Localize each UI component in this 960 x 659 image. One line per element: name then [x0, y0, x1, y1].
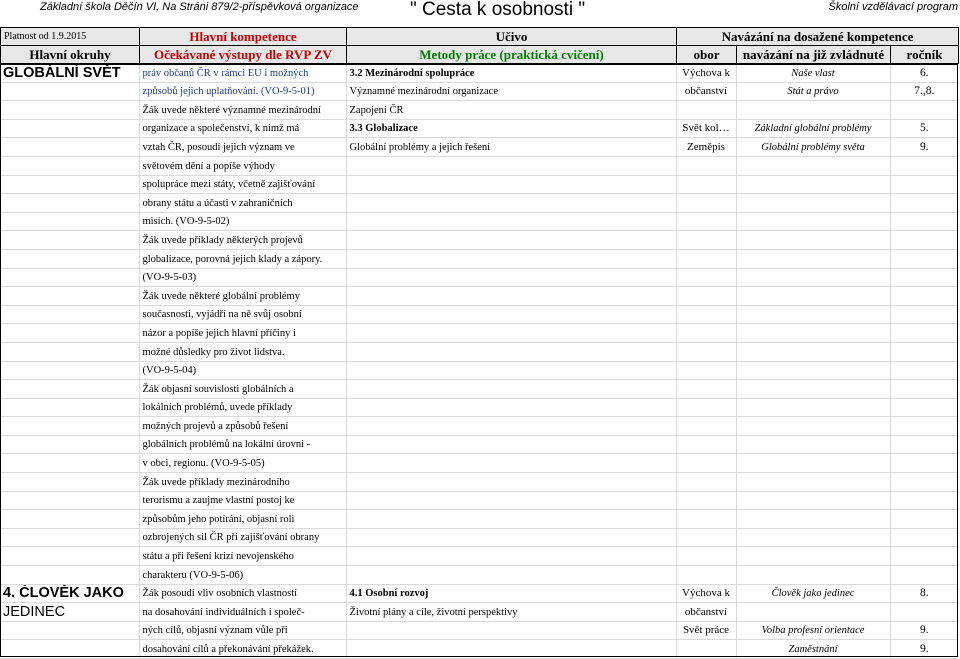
main-area-cell [0, 305, 139, 324]
field-cell [676, 231, 736, 250]
field-cell [676, 547, 736, 566]
expected-output-cell: názor a popíše jejich hlavní příčiny i [139, 324, 346, 343]
method-cell [346, 212, 676, 231]
main-area-cell [0, 156, 139, 175]
method-cell [346, 156, 676, 175]
main-area-cell [0, 361, 139, 380]
table-row [0, 342, 958, 361]
table-row [0, 603, 958, 622]
link-mastered-cell [736, 287, 890, 306]
program-name: Školní vzdělávací program [828, 1, 958, 13]
grade-cell [890, 342, 958, 361]
field-cell: Výchova k [676, 64, 736, 82]
grade-cell: 6. [890, 64, 958, 82]
method-cell [346, 621, 676, 640]
table-row [0, 361, 958, 380]
method-cell: Významné mezinárodní organizace [346, 82, 676, 101]
table-row [0, 156, 958, 175]
link-mastered-cell: Člověk jako jedinec [736, 584, 890, 603]
expected-output-cell: globálních problémů na lokální úrovni - [139, 435, 346, 454]
field-cell: Svět kol… [676, 119, 736, 138]
expected-output-cell: Žák uvede některé globální problémy [139, 287, 346, 306]
school-name: Základní škola Děčín VI, Na Stráni 879/2-příspěvková organizace [40, 1, 359, 13]
link-mastered-cell: Naše vlast [736, 64, 890, 82]
field-cell: občanství [676, 603, 736, 622]
main-area-cell [0, 417, 139, 436]
field-cell [676, 640, 736, 659]
table-row [0, 305, 958, 324]
grade-cell [890, 175, 958, 194]
method-cell [346, 268, 676, 287]
link-mastered-cell [736, 249, 890, 268]
grade-cell: 9. [890, 138, 958, 157]
main-area-cell [0, 287, 139, 306]
table-row [0, 119, 958, 138]
grade-cell [890, 249, 958, 268]
link-mastered-cell: Globální problémy světa [736, 138, 890, 157]
field-cell [676, 491, 736, 510]
grade-cell [890, 212, 958, 231]
main-area-cell [0, 231, 139, 250]
link-mastered-cell [736, 156, 890, 175]
link-mastered-cell [736, 491, 890, 510]
field-cell: Výchova k [676, 584, 736, 603]
header-row-2 [1, 46, 959, 64]
field-cell [676, 454, 736, 473]
expected-output-cell: světovém dění a popíše výhody [139, 156, 346, 175]
field-cell [676, 175, 736, 194]
field-cell [676, 101, 736, 120]
method-cell: Globální problémy a jejich řešení [346, 138, 676, 157]
expected-output-cell: možných projevů a způsobů řešení [139, 417, 346, 436]
method-cell [346, 547, 676, 566]
grade-cell: 9. [890, 640, 958, 659]
main-area-cell [0, 138, 139, 157]
header-key-competence: Hlavní kompetence [140, 28, 347, 46]
method-cell [346, 380, 676, 399]
link-mastered-cell: Stát a právo [736, 82, 890, 101]
expected-output-cell: státu a při řešení krizí nevojenského [139, 547, 346, 566]
main-area-cell [0, 380, 139, 399]
table-row [0, 528, 958, 547]
main-area-cell [0, 621, 139, 640]
link-mastered-cell: Základní globální problémy [736, 119, 890, 138]
field-cell [676, 249, 736, 268]
link-mastered-cell [736, 175, 890, 194]
link-mastered-cell [736, 547, 890, 566]
expected-output-cell: způsobům jeho potírání, objasní roli [139, 510, 346, 529]
method-cell [346, 510, 676, 529]
field-cell [676, 510, 736, 529]
field-cell [676, 417, 736, 436]
expected-output-cell: Žák uvede příklady některých projevů [139, 231, 346, 250]
link-mastered-cell [736, 212, 890, 231]
method-cell [346, 305, 676, 324]
main-area-cell [0, 249, 139, 268]
link-mastered-cell [736, 454, 890, 473]
method-cell [346, 454, 676, 473]
grade-cell [890, 435, 958, 454]
table-row [0, 510, 958, 529]
table-row [0, 454, 958, 473]
table-row [0, 268, 958, 287]
method-cell: 4.1 Osobní rozvoj [346, 584, 676, 603]
main-area-cell [0, 473, 139, 492]
link-mastered-cell [736, 268, 890, 287]
header-link-competence: Navázání na dosažené kompetence [677, 28, 959, 46]
method-cell [346, 175, 676, 194]
field-cell [676, 212, 736, 231]
method-cell [346, 435, 676, 454]
table-row [0, 175, 958, 194]
table-row [0, 64, 958, 82]
method-cell [346, 640, 676, 659]
table-row [0, 566, 958, 585]
main-area-cell [0, 454, 139, 473]
link-mastered-cell: Zaměstnání [736, 640, 890, 659]
link-mastered-cell [736, 603, 890, 622]
main-area-cell [0, 175, 139, 194]
grade-cell [890, 491, 958, 510]
header-row-1 [1, 28, 959, 46]
expected-output-cell: Žák objasní souvislosti globálních a [139, 380, 346, 399]
grade-cell [890, 287, 958, 306]
method-cell: Životní plány a cíle, životní perspektivy [346, 603, 676, 622]
expected-output-cell: možné důsledky pro život lidstva. [139, 342, 346, 361]
method-cell: 3.3 Globalizace [346, 119, 676, 138]
table-row [0, 101, 958, 120]
expected-output-cell: (VO-9-5-03) [139, 268, 346, 287]
field-cell [676, 361, 736, 380]
expected-output-cell: Žák posoudí vliv osobních vlastností [139, 584, 346, 603]
school-motto: " Cesta k osobnosti " [410, 0, 586, 20]
table-row [0, 324, 958, 343]
expected-output-cell: organizace a společenství, k nimž má [139, 119, 346, 138]
main-area-cell: 4. ČLOVĚK JAKO [0, 584, 139, 603]
grade-cell: 5. [890, 119, 958, 138]
curriculum-table [0, 64, 958, 659]
header-field: obor [677, 46, 737, 64]
header-curriculum: Učivo [347, 28, 677, 46]
grade-cell [890, 231, 958, 250]
expected-output-cell: terorismu a zaujme vlastní postoj ke [139, 491, 346, 510]
table-row [0, 621, 958, 640]
grade-cell: 9. [890, 621, 958, 640]
grade-cell [890, 528, 958, 547]
grade-cell [890, 417, 958, 436]
field-cell [676, 268, 736, 287]
expected-output-cell: Žák uvede některé významné mezinárodní [139, 101, 346, 120]
method-cell [346, 231, 676, 250]
main-area-cell [0, 101, 139, 120]
main-area-cell [0, 212, 139, 231]
link-mastered-cell [736, 342, 890, 361]
grade-cell [890, 101, 958, 120]
link-mastered-cell [736, 510, 890, 529]
field-cell [676, 324, 736, 343]
method-cell [346, 194, 676, 213]
grade-cell: 8. [890, 584, 958, 603]
grade-cell [890, 547, 958, 566]
header-link-mastered: navázání na již zvládnuté [737, 46, 891, 64]
link-mastered-cell [736, 194, 890, 213]
method-cell: Zapojení ČR [346, 101, 676, 120]
main-area-cell [0, 640, 139, 659]
table-row [0, 287, 958, 306]
grade-cell [890, 324, 958, 343]
field-cell [676, 566, 736, 585]
grade-cell [890, 473, 958, 492]
field-cell [676, 435, 736, 454]
method-cell [346, 417, 676, 436]
expected-output-cell: globalizace, porovná jejich klady a zápory. [139, 249, 346, 268]
expected-output-cell: ozbrojených sil ČR při zajišťování obrany [139, 528, 346, 547]
table-row [0, 640, 958, 659]
link-mastered-cell: Volba profesní orientace [736, 621, 890, 640]
field-cell [676, 305, 736, 324]
field-cell [676, 380, 736, 399]
method-cell [346, 342, 676, 361]
header-expected-outputs: Očekávané výstupy dle RVP ZV [140, 46, 347, 64]
field-cell [676, 287, 736, 306]
header-table [0, 27, 959, 64]
expected-output-cell: způsobů jejich uplatňování. (VO-9-5-01) [139, 82, 346, 101]
table-row [0, 417, 958, 436]
method-cell [346, 287, 676, 306]
field-cell: Svět práce [676, 621, 736, 640]
link-mastered-cell [736, 398, 890, 417]
expected-output-cell: na dosahování individuálních i společ- [139, 603, 346, 622]
grade-cell [890, 305, 958, 324]
table-row [0, 491, 958, 510]
field-cell [676, 156, 736, 175]
expected-output-cell: vztah ČR, posoudí jejich význam ve [139, 138, 346, 157]
grade-cell [890, 361, 958, 380]
expected-output-cell: obrany státu a účasti v zahraničních [139, 194, 346, 213]
link-mastered-cell [736, 361, 890, 380]
table-row [0, 138, 958, 157]
expected-output-cell: Žák uvede příklady mezinárodního [139, 473, 346, 492]
expected-output-cell: ných cílů, objasní význam vůle při [139, 621, 346, 640]
grade-cell [890, 566, 958, 585]
header-main-areas: Hlavní okruhy [1, 46, 140, 64]
main-area-cell: JEDINEC [0, 603, 139, 622]
main-area-cell [0, 82, 139, 101]
main-area-cell [0, 324, 139, 343]
field-cell [676, 342, 736, 361]
main-area-cell [0, 435, 139, 454]
method-cell [346, 491, 676, 510]
header-methods: Metody práce (praktická cvičení) [347, 46, 677, 64]
link-mastered-cell [736, 417, 890, 436]
method-cell [346, 324, 676, 343]
expected-output-cell: v obci, regionu. (VO-9-5-05) [139, 454, 346, 473]
grade-cell [890, 603, 958, 622]
grade-cell [890, 454, 958, 473]
table-row [0, 547, 958, 566]
method-cell [346, 361, 676, 380]
field-cell [676, 398, 736, 417]
table-row [0, 212, 958, 231]
expected-output-cell: současnosti, vyjádří na ně svůj osobní [139, 305, 346, 324]
grade-cell [890, 268, 958, 287]
table-row [0, 473, 958, 492]
link-mastered-cell [736, 231, 890, 250]
link-mastered-cell [736, 473, 890, 492]
header-grade: ročník [891, 46, 959, 64]
grade-cell [890, 194, 958, 213]
table-row [0, 249, 958, 268]
table-row [0, 584, 958, 603]
table-row [0, 231, 958, 250]
field-cell: Zeměpis [676, 138, 736, 157]
link-mastered-cell [736, 528, 890, 547]
table-row [0, 435, 958, 454]
main-area-cell [0, 547, 139, 566]
field-cell [676, 194, 736, 213]
expected-output-cell: dosahování cílů a překonávání překážek. [139, 640, 346, 659]
main-area-cell [0, 528, 139, 547]
main-area-cell [0, 566, 139, 585]
table-row [0, 398, 958, 417]
link-mastered-cell [736, 101, 890, 120]
field-cell [676, 473, 736, 492]
expected-output-cell: (VO-9-5-04) [139, 361, 346, 380]
expected-output-cell: misích. (VO-9-5-02) [139, 212, 346, 231]
method-cell: 3.2 Mezinárodní spolupráce [346, 64, 676, 82]
validity-date: Platnost od 1.9.2015 [1, 28, 140, 46]
main-area-cell [0, 398, 139, 417]
expected-output-cell: spolupráce mezi státy, včetně zajišťování [139, 175, 346, 194]
main-area-cell [0, 342, 139, 361]
link-mastered-cell [736, 435, 890, 454]
method-cell [346, 398, 676, 417]
expected-output-cell: charakteru (VO-9-5-06) [139, 566, 346, 585]
link-mastered-cell [736, 566, 890, 585]
grade-cell [890, 398, 958, 417]
link-mastered-cell [736, 305, 890, 324]
expected-output-cell: práv občanů ČR v rámci EU i možných [139, 64, 346, 82]
field-cell: občanství [676, 82, 736, 101]
method-cell [346, 528, 676, 547]
method-cell [346, 249, 676, 268]
grade-cell [890, 156, 958, 175]
link-mastered-cell [736, 380, 890, 399]
grade-cell [890, 510, 958, 529]
main-area-cell: GLOBÁLNÍ SVĚT [0, 64, 139, 82]
main-area-cell [0, 491, 139, 510]
main-area-cell [0, 194, 139, 213]
grade-cell: 7.,8. [890, 82, 958, 101]
method-cell [346, 473, 676, 492]
table-row [0, 82, 958, 101]
table-row [0, 194, 958, 213]
main-area-cell [0, 268, 139, 287]
link-mastered-cell [736, 324, 890, 343]
table-row [0, 380, 958, 399]
expected-output-cell: lokálních problémů, uvede příklady [139, 398, 346, 417]
main-area-cell [0, 119, 139, 138]
main-area-cell [0, 510, 139, 529]
method-cell [346, 566, 676, 585]
field-cell [676, 528, 736, 547]
document-top-line [0, 0, 960, 26]
grade-cell [890, 380, 958, 399]
